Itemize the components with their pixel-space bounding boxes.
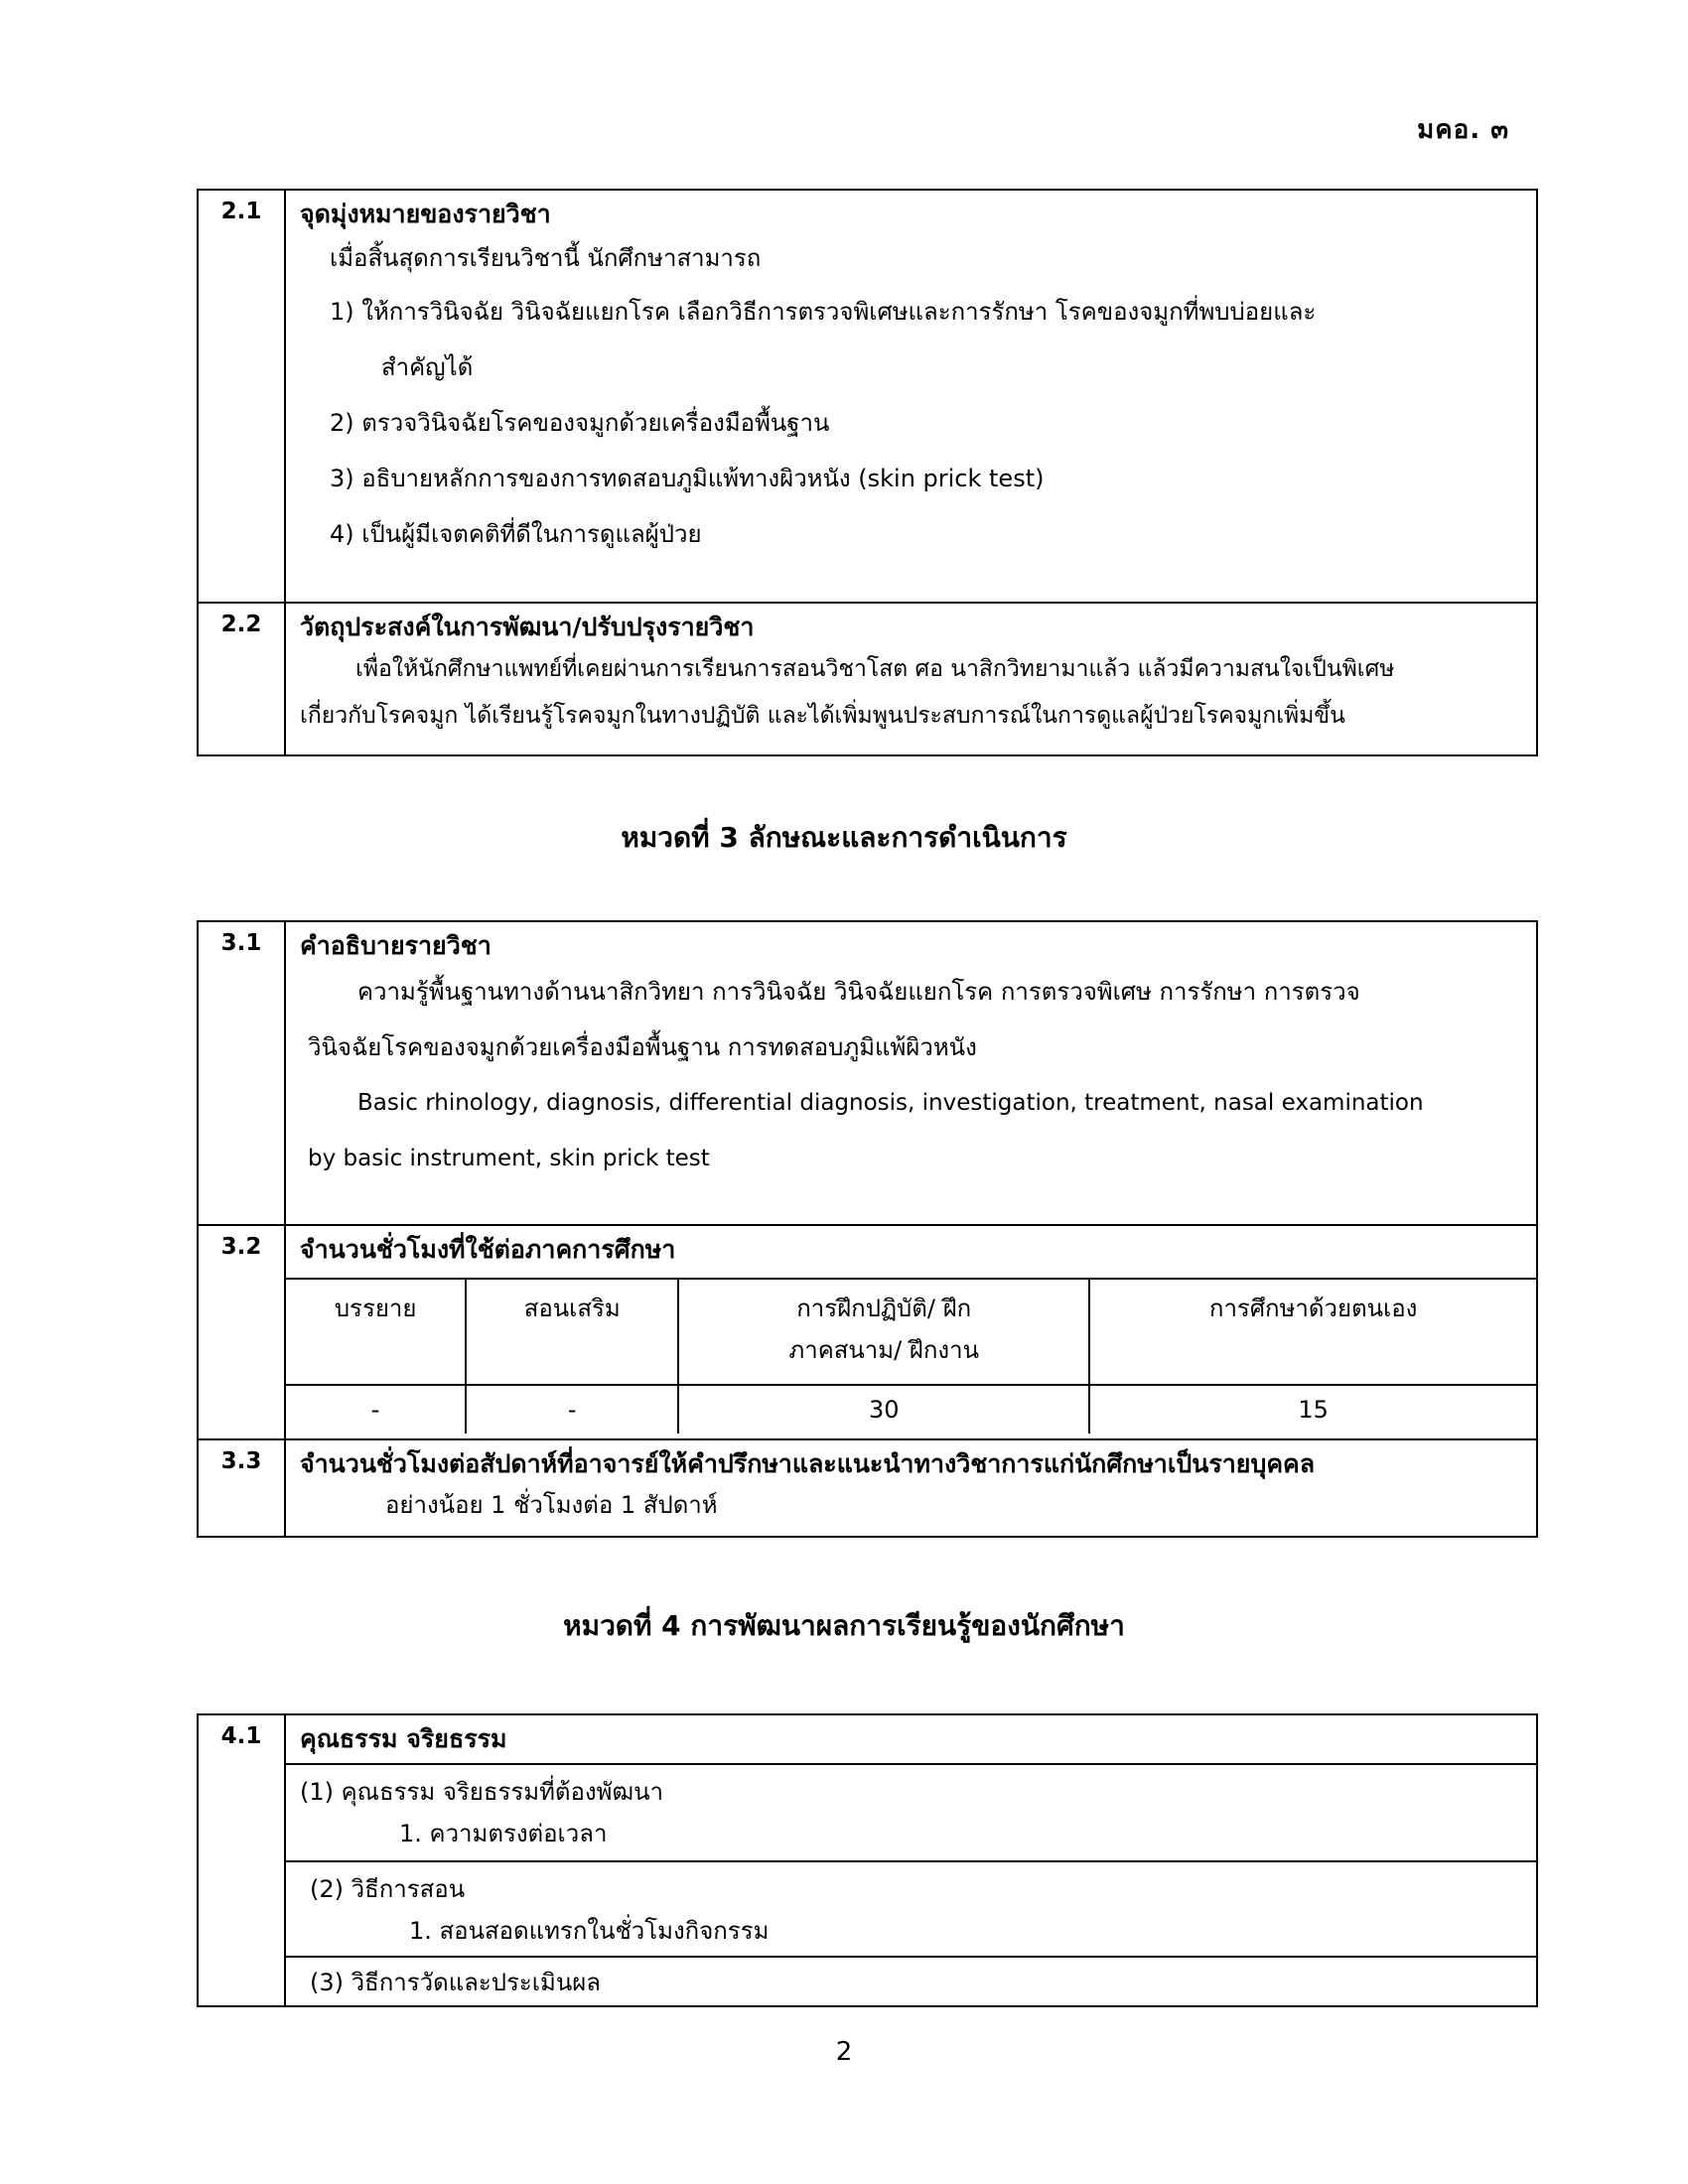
intro-text: เมื่อสิ้นสุดการเรียนวิชานี้ นักศึกษาสามารถ [330,244,762,272]
value-practice: 30 [678,1385,1089,1433]
row-title: จำนวนชั่วโมงที่ใช้ต่อภาคการศึกษา [300,1235,676,1264]
header-practice [678,1279,1089,1385]
purpose-text: เพื่อให้นักศึกษาแพทย์ที่เคยผ่านการเรียนการสอนวิชาโสต ศอ นาสิกวิทยามาแล้ว แล้วมีความสนใจเป็นพิเศษ [355,656,1395,682]
row-number: 2.1 [199,191,286,602]
row-number: 4.1 [199,1715,286,2005]
evaluation-methods [286,1956,1536,2003]
row-title: วัตถุประสงค์ในการพัฒนา/ปรับปรุงรายวิชา [300,613,755,641]
row-2-1 [199,191,1536,604]
row-2-2 [199,604,1536,754]
row-number: 2.2 [199,604,286,754]
row-title: จำนวนชั่วโมงต่อสัปดาห์ที่อาจารย์ให้คำปรึกษาและแนะนำทางวิชาการแก่นักศึกษาเป็นรายบุคคล [300,1449,1316,1478]
objective-item: สำคัญได้ [381,353,474,381]
page-number: 2 [835,2037,853,2067]
row-title: คุณธรรม จริยธรรม [300,1724,507,1753]
learning-outcomes-table [197,1713,1538,2007]
value-lecture: - [286,1385,466,1433]
teaching-methods [286,1860,1536,1956]
row-content [286,191,1536,602]
description-th: วินิจฉัยโรคของจมูกด้วยเครื่องมือพื้นฐาน การทดสอบภูมิแพ้ผิวหนัง [308,1033,977,1061]
row-content [286,604,1536,754]
header-lecture: บรรยาย [286,1279,466,1385]
row-title: คำอธิบายรายวิชา [300,931,492,960]
subsection-title: (2) วิธีการสอน [310,1875,466,1903]
objective-item: 4) เป็นผู้มีเจตคติที่ดีในการดูแลผู้ป่วย [330,520,702,548]
objective-item: 3) อธิบายหลักการของการทดสอบภูมิแพ้ทางผิวหนัง (skin prick test) [330,465,1045,492]
row-title: จุดมุ่งหมายของรายวิชา [300,200,551,228]
subsection-item: 1. ความตรงต่อเวลา [399,1820,608,1847]
section-4-heading: หมวดที่ 4 การพัฒนาผลการเรียนรู้ของนักศึกษา [563,1609,1125,1642]
row-content [286,922,1536,1224]
objective-item: 1) ให้การวินิจฉัย วินิจฉัยแยกโรค เลือกวิธีการตรวจพิเศษและการรักษา โรคของจมูกที่พบบ่อยและ [330,298,1317,326]
description-th: ความรู้พื้นฐานทางด้านนาสิกวิทยา การวินิจฉัย วินิจฉัยแยกโรค การตรวจพิเศษ การรักษา การตรวจ [357,978,1360,1006]
description-en: by basic instrument, skin prick test [308,1146,710,1171]
subsection-title: (3) วิธีการวัดและประเมินผล [310,1969,601,1996]
row-content [286,1226,1536,1438]
hours-value-row [286,1385,1536,1433]
objective-item: 2) ตรวจวินิจฉัยโรคของจมูกด้วยเครื่องมือพื้นฐาน [330,409,830,437]
header-self-study: การศึกษาด้วยตนเอง [1089,1279,1536,1385]
value-tutorial: - [466,1385,678,1433]
row-3-3 [199,1440,1536,1536]
document-code: มคอ. ๓ [1417,115,1509,145]
row-content [286,1440,1536,1536]
row-number: 3.2 [199,1226,286,1438]
section-3-heading: หมวดที่ 3 ลักษณะและการดำเนินการ [621,821,1067,854]
subsection-title: (1) คุณธรรม จริยธรรมที่ต้องพัฒนา [300,1778,664,1806]
header-tutorial: สอนเสริม [466,1279,678,1385]
row-3-2 [199,1226,1536,1440]
value-self-study: 15 [1089,1385,1536,1433]
hours-header-row [286,1279,1536,1385]
row-number: 3.1 [199,922,286,1224]
header-practice-line1: การฝึกปฏิบัติ/ ฝึก [796,1295,972,1322]
subsection-item: 1. สอนสอดแทรกในชั่วโมงกิจกรรม [409,1917,770,1945]
description-en: Basic rhinology, diagnosis, differential diagnosis, investigation, treatment, nasal examination [357,1090,1424,1116]
header-practice-line2: ภาคสนาม/ ฝึกงาน [788,1336,980,1364]
purpose-text: เกี่ยวกับโรคจมูก ได้เรียนรู้โรคจมูกในทางปฏิบัติ และได้เพิ่มพูนประสบการณ์ในการดูแลผู้ป่วยโรคจมูกเพิ่มขึ้น [300,703,1345,729]
consult-detail: อย่างน้อย 1 ชั่วโมงต่อ 1 สัปดาห์ [385,1491,718,1519]
row-content [286,1715,1536,2005]
ethics-to-develop [286,1763,1536,1860]
course-info-table [197,920,1538,1538]
hours-table [286,1278,1536,1433]
row-number: 3.3 [199,1440,286,1536]
objectives-table [197,189,1538,756]
row-4-1 [199,1715,1536,2005]
row-3-1 [199,922,1536,1226]
